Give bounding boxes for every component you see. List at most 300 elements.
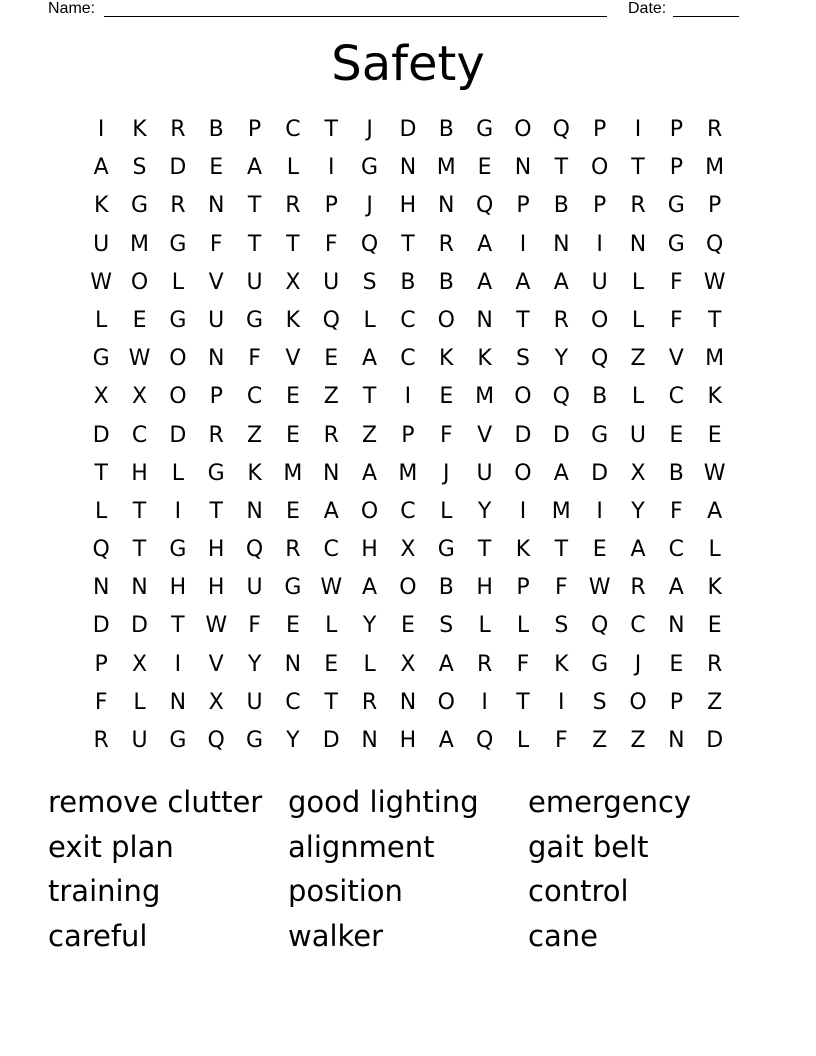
grid-letter: E <box>285 384 300 410</box>
grid-letter: D <box>514 422 532 448</box>
word-bank-item: alignment <box>288 829 435 864</box>
word-bank-item: exit plan <box>48 829 174 864</box>
grid-letter: E <box>592 537 607 563</box>
grid-letter: M <box>705 346 725 372</box>
grid-letter: I <box>519 498 527 524</box>
grid-letter: C <box>400 307 416 333</box>
grid-letter: O <box>437 689 455 715</box>
grid-letter: L <box>133 689 146 715</box>
date-blank-line <box>673 0 739 17</box>
grid-letter: E <box>324 651 339 677</box>
grid-letter: G <box>361 155 379 181</box>
grid-letter: P <box>669 117 683 142</box>
grid-letter: C <box>630 613 646 639</box>
grid-letter: H <box>476 575 493 601</box>
grid-letter: T <box>209 498 223 524</box>
grid-letter: W <box>90 269 113 295</box>
grid-letter: E <box>285 422 300 448</box>
grid-letter: I <box>558 689 565 715</box>
grid-letter: G <box>667 231 685 257</box>
grid-letter: R <box>707 117 723 142</box>
grid-letter: E <box>324 346 339 372</box>
grid-letter: P <box>708 193 722 219</box>
grid-letter: H <box>361 537 378 563</box>
grid-letter: X <box>208 689 224 715</box>
grid-letter: V <box>477 422 493 448</box>
grid-letter: K <box>93 193 109 219</box>
grid-letter: A <box>247 155 263 181</box>
grid-letter: G <box>207 460 225 486</box>
name-label: Name: <box>48 0 96 17</box>
grid-letter: O <box>629 689 647 715</box>
grid-letter: O <box>590 307 609 333</box>
grid-letter: I <box>634 117 642 142</box>
grid-letter: G <box>476 117 494 142</box>
grid-letter: E <box>285 498 300 524</box>
grid-letter: F <box>324 231 338 257</box>
grid-letter: R <box>170 117 186 142</box>
grid-letter: S <box>554 613 569 639</box>
grid-letter: V <box>668 346 684 372</box>
grid-letter: Q <box>475 728 494 753</box>
grid-letter: N <box>284 651 302 677</box>
grid-letter: K <box>247 460 262 486</box>
grid-letter: L <box>631 307 645 333</box>
grid-letter: R <box>323 422 339 448</box>
word-bank-item: control <box>528 874 629 909</box>
grid-letter: H <box>131 460 148 486</box>
grid-row <box>82 303 734 341</box>
grid-letter: C <box>400 498 416 524</box>
grid-letter: A <box>477 231 493 257</box>
grid-letter: N <box>668 613 685 639</box>
grid-letter: Q <box>322 307 340 333</box>
grid-letter: L <box>708 537 721 563</box>
grid-letter: F <box>670 307 683 333</box>
grid-letter: G <box>169 307 187 333</box>
grid-letter: Q <box>552 117 570 142</box>
grid-letter: X <box>400 537 416 563</box>
grid-letter: D <box>169 155 187 181</box>
grid-letter: L <box>440 498 453 524</box>
grid-letter: L <box>171 460 184 486</box>
grid-letter: R <box>707 651 723 677</box>
grid-letter: E <box>707 422 722 448</box>
word-bank <box>48 780 768 959</box>
grid-letter: A <box>477 269 493 295</box>
grid-letter: E <box>707 613 722 639</box>
grid-letter: N <box>169 689 187 715</box>
grid-letter: O <box>360 498 379 524</box>
grid-letter: H <box>169 575 187 601</box>
grid-row <box>82 265 734 303</box>
name-blank-line <box>104 0 607 17</box>
grid-letter: C <box>285 689 301 715</box>
grid-row <box>82 150 734 188</box>
grid-letter: U <box>93 231 110 257</box>
grid-letter: E <box>132 307 147 333</box>
grid-letter: I <box>481 689 488 715</box>
grid-letter: K <box>132 117 147 142</box>
grid-letter: A <box>323 498 339 524</box>
grid-letter: C <box>131 422 148 448</box>
grid-letter: E <box>669 422 684 448</box>
grid-letter: Y <box>247 651 262 677</box>
grid-letter: C <box>246 384 263 410</box>
grid-letter: F <box>554 575 568 601</box>
grid-letter: P <box>593 193 607 219</box>
grid-row <box>82 532 734 570</box>
grid-letter: T <box>477 537 492 563</box>
grid-letter: R <box>285 193 301 219</box>
grid-letter: A <box>515 269 531 295</box>
grid-letter: S <box>362 269 377 295</box>
grid-letter: R <box>630 575 646 601</box>
grid-letter: F <box>670 498 683 524</box>
grid-letter: P <box>669 689 683 715</box>
grid-letter: C <box>668 384 685 410</box>
word-bank-item: cane <box>528 919 598 954</box>
grid-letter: K <box>477 346 492 372</box>
grid-letter: A <box>553 460 569 486</box>
grid-letter: G <box>169 231 187 257</box>
grid-letter: G <box>130 193 149 219</box>
grid-letter: R <box>208 422 224 448</box>
grid-letter: I <box>97 117 105 142</box>
grid-letter: G <box>169 728 187 753</box>
grid-letter: A <box>707 498 723 524</box>
grid-letter: T <box>631 155 645 181</box>
grid-letter: F <box>209 231 223 257</box>
grid-letter: F <box>248 346 261 372</box>
grid-letter: O <box>514 460 532 486</box>
grid-letter: N <box>207 193 225 219</box>
word-bank-item: position <box>288 874 403 909</box>
grid-letter: Q <box>475 193 494 219</box>
grid-letter: M <box>398 460 418 486</box>
grid-letter: U <box>208 307 225 333</box>
grid-letter: W <box>320 575 343 601</box>
grid-letter: Q <box>706 231 724 257</box>
grid-letter: P <box>516 575 530 601</box>
grid-letter: A <box>362 575 378 601</box>
grid-letter: Q <box>590 613 609 639</box>
grid-letter: M <box>475 384 495 410</box>
grid-letter: D <box>706 728 724 753</box>
grid-letter: M <box>283 460 303 486</box>
grid-letter: Q <box>360 231 379 257</box>
grid-letter: M <box>436 155 456 181</box>
grid-letter: N <box>553 231 570 257</box>
grid-letter: I <box>327 155 335 181</box>
grid-letter: B <box>438 575 454 601</box>
grid-letter: Z <box>630 346 646 372</box>
grid-letter: G <box>284 575 302 601</box>
grid-letter: T <box>247 193 262 219</box>
grid-letter: X <box>93 384 109 410</box>
grid-letter: R <box>285 537 301 563</box>
grid-letter: B <box>208 117 224 142</box>
grid-letter: K <box>515 537 531 563</box>
grid-letter: L <box>631 384 645 410</box>
grid-letter: Q <box>590 346 609 372</box>
grid-letter: O <box>130 269 149 295</box>
grid-letter: T <box>132 537 147 563</box>
grid-row <box>82 685 734 723</box>
grid-letter: X <box>400 651 416 677</box>
grid-letter: F <box>439 422 453 448</box>
grid-letter: N <box>131 575 148 601</box>
grid-letter: B <box>553 193 569 219</box>
grid-letter: Z <box>323 384 339 410</box>
grid-letter: P <box>94 651 108 677</box>
grid-letter: L <box>363 307 376 333</box>
grid-letter: E <box>669 651 684 677</box>
grid-letter: F <box>248 613 261 639</box>
grid-letter: O <box>514 384 532 410</box>
grid-letter: V <box>208 269 224 295</box>
grid-letter: V <box>285 346 301 372</box>
grid-letter: W <box>703 460 726 486</box>
grid-letter: C <box>400 346 416 372</box>
grid-letter: K <box>554 651 569 677</box>
grid-letter: S <box>132 155 147 181</box>
grid-letter: R <box>553 307 569 333</box>
grid-letter: A <box>438 651 454 677</box>
grid-letter: D <box>322 728 340 753</box>
grid-letter: T <box>171 613 185 639</box>
grid-row <box>82 379 734 417</box>
grid-letter: K <box>285 307 301 333</box>
grid-letter: R <box>476 651 493 677</box>
word-bank-item: walker <box>288 919 384 954</box>
grid-letter: I <box>519 231 527 257</box>
grid-letter: L <box>363 651 376 677</box>
grid-letter: N <box>207 346 225 372</box>
date-label: Date: <box>628 0 667 17</box>
grid-letter: Q <box>207 728 225 753</box>
grid-letter: T <box>516 689 530 715</box>
grid-letter: A <box>362 460 378 486</box>
grid-letter: A <box>668 575 684 601</box>
grid-letter: T <box>286 231 300 257</box>
grid-letter: X <box>285 269 301 295</box>
grid-letter: S <box>439 613 454 639</box>
grid-letter: J <box>443 460 450 486</box>
grid-letter: G <box>591 422 609 448</box>
grid-letter: U <box>629 422 647 448</box>
grid-letter: T <box>554 155 569 181</box>
grid-letter: D <box>591 460 609 486</box>
grid-letter: G <box>246 728 264 753</box>
worksheet-header <box>48 0 748 18</box>
grid-row <box>82 341 734 379</box>
grid-letter: I <box>596 231 603 257</box>
grid-letter: C <box>668 537 685 563</box>
grid-letter: L <box>516 728 530 753</box>
grid-letter: N <box>323 460 340 486</box>
word-bank-item: gait belt <box>528 829 649 864</box>
grid-letter: J <box>366 193 373 219</box>
grid-letter: H <box>399 728 417 753</box>
grid-letter: N <box>476 307 493 333</box>
grid-letter: I <box>404 384 412 410</box>
grid-letter: O <box>399 575 417 601</box>
grid-letter: E <box>285 613 300 639</box>
grid-letter: C <box>285 117 301 142</box>
grid-letter: V <box>208 651 224 677</box>
grid-letter: P <box>593 117 607 142</box>
grid-letter: O <box>169 384 187 410</box>
grid-letter: R <box>361 689 378 715</box>
grid-letter: X <box>131 651 148 677</box>
grid-letter: H <box>207 537 225 563</box>
grid-letter: W <box>128 346 151 372</box>
grid-letter: H <box>399 193 417 219</box>
grid-letter: W <box>703 269 726 295</box>
grid-letter: P <box>209 384 223 410</box>
grid-letter: R <box>630 193 646 219</box>
grid-letter: Y <box>362 613 377 639</box>
grid-letter: M <box>705 155 725 181</box>
grid-letter: X <box>630 460 646 486</box>
grid-letter: Y <box>554 346 569 372</box>
grid-letter: T <box>94 460 108 486</box>
grid-letter: L <box>325 613 338 639</box>
grid-letter: X <box>131 384 148 410</box>
grid-letter: A <box>553 269 569 295</box>
grid-letter: P <box>669 155 683 181</box>
grid-letter: Z <box>247 422 263 448</box>
grid-letter: L <box>286 155 300 181</box>
grid-letter: Q <box>245 537 264 563</box>
grid-letter: F <box>94 689 108 715</box>
grid-letter: J <box>634 651 642 677</box>
grid-letter: T <box>707 307 722 333</box>
grid-letter: M <box>551 498 571 524</box>
grid-letter: D <box>169 422 187 448</box>
grid-letter: D <box>131 613 148 639</box>
grid-letter: U <box>476 460 493 486</box>
grid-letter: G <box>92 346 110 372</box>
grid-letter: E <box>209 155 224 181</box>
word-bank-item: training <box>48 874 161 909</box>
grid-letter: N <box>629 231 647 257</box>
grid-letter: L <box>631 269 645 295</box>
grid-letter: Q <box>92 537 110 563</box>
grid-letter: S <box>515 346 530 372</box>
grid-letter: U <box>246 575 263 601</box>
grid-letter: K <box>707 575 722 601</box>
grid-letter: N <box>668 728 685 753</box>
grid-letter: B <box>438 117 454 142</box>
grid-letter: Z <box>362 422 378 448</box>
grid-letter: R <box>93 728 109 753</box>
grid-letter: G <box>591 651 609 677</box>
grid-letter: U <box>591 269 608 295</box>
grid-letter: P <box>401 422 415 448</box>
grid-letter: D <box>92 613 110 639</box>
grid-letter: E <box>477 155 492 181</box>
grid-letter: P <box>247 117 262 142</box>
grid-letter: B <box>592 384 608 410</box>
grid-letter: T <box>247 231 262 257</box>
grid-letter: A <box>93 155 109 181</box>
grid-letter: G <box>667 193 685 219</box>
grid-letter: M <box>130 231 149 257</box>
grid-letter: F <box>516 651 530 677</box>
word-bank-item: careful <box>48 919 148 954</box>
word-bank-item: good lighting <box>288 785 479 819</box>
grid-letter: T <box>324 117 338 142</box>
grid-letter: I <box>174 498 182 524</box>
grid-letter: U <box>246 689 263 715</box>
grid-letter: L <box>516 613 530 639</box>
word-bank-item: emergency <box>528 785 692 819</box>
grid-letter: O <box>437 307 455 333</box>
grid-letter: N <box>246 498 263 524</box>
grid-letter: W <box>205 613 228 639</box>
grid-row <box>82 456 734 494</box>
grid-letter: D <box>399 117 417 142</box>
grid-letter: T <box>401 231 415 257</box>
grid-letter: L <box>95 498 108 524</box>
grid-row <box>82 188 734 226</box>
grid-letter: U <box>131 728 148 753</box>
grid-row <box>82 418 734 456</box>
grid-row <box>82 112 734 150</box>
grid-row <box>82 227 734 265</box>
grid-letter: H <box>207 575 225 601</box>
grid-letter: G <box>246 307 264 333</box>
grid-letter: U <box>246 269 263 295</box>
grid-letter: N <box>438 193 455 219</box>
grid-letter: D <box>92 422 110 448</box>
grid-letter: Q <box>552 384 570 410</box>
grid-letter: I <box>596 498 603 524</box>
grid-letter: N <box>514 155 532 181</box>
grid-letter: A <box>362 346 378 372</box>
grid-letter: Z <box>707 689 723 715</box>
grid-letter: B <box>400 269 416 295</box>
grid-letter: J <box>366 117 373 142</box>
grid-letter: E <box>400 613 415 639</box>
grid-letter: R <box>438 231 454 257</box>
grid-letter: O <box>169 346 187 372</box>
grid-letter: E <box>439 384 454 410</box>
grid-letter: D <box>552 422 570 448</box>
grid-letter: Z <box>630 728 646 753</box>
grid-row <box>82 723 734 761</box>
page-title: Safety <box>331 36 485 92</box>
grid-letter: B <box>438 269 454 295</box>
grid-letter: L <box>171 269 184 295</box>
grid-row <box>82 608 734 646</box>
grid-letter: K <box>707 384 722 410</box>
grid-row <box>82 647 734 685</box>
grid-letter: Y <box>477 498 492 524</box>
grid-letter: Y <box>631 498 645 524</box>
grid-letter: U <box>323 269 340 295</box>
grid-letter: O <box>590 155 609 181</box>
grid-letter: W <box>588 575 611 601</box>
grid-letter: T <box>554 537 569 563</box>
grid-letter: L <box>95 307 108 333</box>
grid-letter: O <box>514 117 532 142</box>
grid-letter: A <box>438 728 454 753</box>
grid-letter: P <box>516 193 530 219</box>
grid-letter: N <box>399 689 417 715</box>
